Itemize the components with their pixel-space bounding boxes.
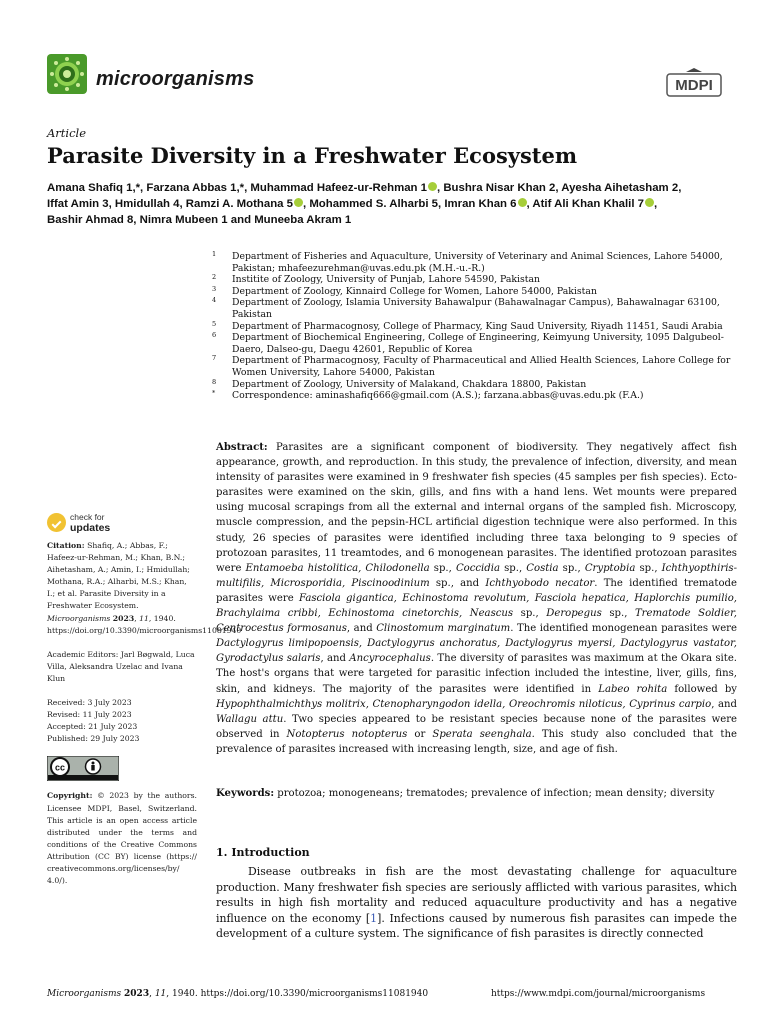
affiliation-text: Correspondence: aminashafiq666@gmail.com (A.S.); farzana.abbas@uvas.edu.pk (F.A.) [232,390,644,402]
footer-citation: Microorganisms 2023, 11, 1940. https://doi.org/10.3390/microorganisms11081940 [47,989,429,999]
abstract-text: sp., [500,562,527,574]
date-published: Published: 29 July 2023 [47,734,140,744]
keywords-text: protozoa; monogeneans; trematodes; prevalence of infection; mean density; diversity [274,788,715,799]
affiliation-text: Department of Zoology, Islamia University Bahawalpur (Bahawalnagar Campus), Bahawalnagar 63100, Pakistan [232,297,720,320]
correspondence [212,390,732,402]
species-name: Cryptobia [584,562,636,574]
footer-doi[interactable]: , 1940. https://doi.org/10.3390/microorganisms11081940 [166,989,429,999]
abstract-text: sp., [558,562,585,574]
intro-text: ]. Infections caused by numerous fish parasites can impede the development of a culture system. The significance of fish parasites is directly connected [216,911,737,940]
abstract-text: . The diversity of parasites was maximum at the Okara site. The host's organs that were targeted for parasitic infection included the intestine, liver, gills, fins, skin, and kidneys. The majority of the parasites were identified in [216,653,737,695]
affiliation-list [212,251,732,402]
check-for-updates-badge[interactable] [47,511,137,539]
citation-volume: 11 [139,613,149,623]
article-title: Parasite Diversity in a Freshwater Ecosystem [47,143,578,168]
affiliation-number: * [212,389,216,398]
academic-editors: Academic Editors: Jarl Bøgwald, Luca Villa, Aleksandra Uzelac and Ivana Klun [47,649,195,683]
species-name: Trematode Soldier, Centrocestus formosanus [216,608,737,635]
affiliation-item [212,321,732,333]
species-name: Entamoeba histolitica, Chilodonella [245,562,430,574]
date-revised: Revised: 11 July 2023 [47,710,132,720]
affiliation-number: 7 [212,354,217,363]
species-name: Coccidia [455,562,500,574]
footer-volume: 11 [154,989,167,999]
abstract-label: Abstract: [216,442,268,453]
species-name: Wallagu attu [216,713,284,725]
authors-line2b: , Mohammed S. Alharbi 5, Imran Khan 6 [302,198,517,210]
affiliation-text: Department of Pharmacognosy, College of Pharmacy, King Saud University, Riyadh 11451, Saudi Arabia [232,320,723,332]
affiliation-number: 8 [212,377,217,386]
species-name: Dactylogyrus limipopoensis, Dactylogyrus anchoratus, Dactylogyrus myersi, Dactylogyrus vastator, Gyrodactylus salaris [216,638,737,665]
abstract-text: , and [320,653,350,665]
affiliation-item [212,379,732,391]
abstract-text: Parasites are a significant component of biodiversity. They negatively affect fish appearance, growth, and reproduction. In this study, the prevalence of infection, diversity, and mean intensity of parasites were examined in 9 freshwater fish species (45 samples per fish species). Ecto-parasites were examined on the skin, gills, and fins with a hand lens. Wet mounts were prepared using mucosal scrapings from all the external and internal organs of the sampled fish. Microscopy, muscle compression, and the pepsin-HCL artificial digestion technique were also performed. In this study, 26 species of parasites were identified including three taxa belonging to 9 species of protozoan parasites, 11 treamtodes, and 6 monogenean parasites. The identified protozoan parasites were [216,442,737,574]
authors-line2d: , [654,198,658,210]
abstract-text: sp., [513,608,547,620]
citation-journal: Microorganisms [47,613,111,623]
species-name: Ancyrocephalus [349,653,431,665]
affiliation-item [212,274,732,286]
orcid-icon[interactable] [645,198,654,207]
date-received: Received: 3 July 2023 [47,698,132,708]
affiliation-text: Department of Zoology, Kinnaird College for Women, Lahore 54000, Pakistan [232,285,597,297]
introduction-paragraph [216,864,737,942]
affiliation-item [212,297,732,320]
affiliation-item [212,286,732,298]
section-heading: 1. Introduction [216,846,310,859]
species-name: Costia [526,562,559,574]
abstract-text: . The identified monogenean parasites were [510,623,737,635]
author-list [47,180,737,228]
species-name: Fasciola gigantica, Echinostoma revolutum, Fasciola hepatica, Haplorchis pumilio, Brachylaima cribbi, Echinostoma cinetorchis, Neascus [216,592,737,620]
orcid-icon[interactable] [518,198,527,207]
species-name: Clinostomum marginatum [376,623,511,635]
copyright-text: © 2023 by the authors. Licensee MDPI, Basel, Switzerland. This article is an open access article distributed under the terms and conditions of the Creative Commons Attribution (CC BY) license (https:// creativecommons.org/licenses/by/ 4.0/). [47,791,197,886]
affiliation-text: Department of Fisheries and Aquaculture, University of Veterinary and Animal Sciences, Lahore 54000, Pakistan; mhafeezurehman@uvas.edu.pk (M.H.-u.-R.) [232,251,723,274]
svg-text:cc: cc [54,762,66,773]
journal-name[interactable]: microorganisms [96,68,255,90]
species-name: Notopterus notopterus [286,728,408,740]
keywords [216,786,737,801]
species-name: Deropegus [546,608,602,620]
abstract-text: sp., [635,562,662,574]
orcid-icon[interactable] [294,198,303,207]
intro-text: Disease outbreaks in fish are the most devastating challenge for aquaculture production. Many freshwater fish species are seriously afflicted with various parasites, which results in high fish mortality and reduced aquaculture productivity and has a negative influence on the economy [ [216,865,737,925]
microorganisms-logo-icon [47,54,87,94]
mdpi-logo-text: MDPI [675,77,713,94]
affiliation-item [212,251,732,274]
date-accepted: Accepted: 21 July 2023 [47,722,138,732]
species-name: Hypophthalmichthys molitrix, Ctenopharyngodon idella, Oreochromis niloticus, Cyprinus carpio [216,698,712,710]
check-circle-icon [47,513,66,532]
authors-line1b: , Bushra Nisar Khan 2, Ayesha Aihetasham 2, [437,182,682,194]
footer-journal: Microorganisms [47,989,122,999]
abstract-text: . This study also concluded that the prevalence of parasites increased with increasing length, size, and age of fish. [216,728,737,755]
affiliation-text: Department of Pharmacognosy, Faculty of Pharmaceutical and Allied Health Sciences, Lahore College for Women University, Lahore 54000, Pakistan [232,355,731,378]
cc-by-license-icon[interactable] [47,756,119,781]
check-updates-line2: updates [70,522,111,534]
citation-block: Citation: Shafiq, A.; Abbas, F.; Hafeez-ur-Rehman, M.; Khan, B.N.; Aihetasham, A.; Amin, I.; Hmidullah; Mothana, R.A.; Alharbi, M.S.; Khan, I.; et al. Parasite Diversity in a Freshwater Ecosystem. Microorganisms 2023, 11, 1940. https://doi.org/10.3390/microorganisms11081940 [47,541,242,635]
abstract-text: or [407,728,433,740]
abstract-text: followed by [667,683,737,695]
citation-doi[interactable]: , 1940. https://doi.org/10.3390/microorganisms11081940 [47,613,242,635]
affiliation-text: Department of Biochemical Engineering, College of Engineering, Keimyung University, 1095 Dalgubeol-Daero, Dalseo-gu, Daegu 42601, Republic of Korea [232,332,724,355]
citation-label: Citation: [47,541,85,550]
affiliation-number: 6 [212,331,217,340]
check-updates-line1: check for [70,512,105,522]
affiliation-text: Department of Zoology, University of Malakand, Chakdara 18800, Pakistan [232,378,587,390]
abstract-text: sp., and [429,577,486,589]
article-info-sidebar [47,540,242,899]
species-name: Ichthyobodo necator [485,577,595,589]
abstract-text: . Two species appeared to be resistant species because none of the parasites were observed in [216,713,738,740]
authors-line2a: Iffat Amin 3, Hmidullah 4, Ramzi A. Mothana 5 [47,198,293,210]
species-name: Ichthyopthiris-multifilis, Microsporidia, Piscinoodinium [216,562,738,589]
copyright-label: Copyright: [47,791,93,801]
mdpi-logo-icon[interactable] [665,67,723,99]
affiliation-number: 4 [212,296,217,305]
keywords-label: Keywords: [216,788,275,799]
authors-line1: Amana Shafiq 1,*, Farzana Abbas 1,*, Muhammad Hafeez-ur-Rehman 1 [47,182,427,194]
footer-year: 2023 [124,989,150,999]
reference-link[interactable]: 1 [370,911,378,925]
affiliation-text: Institite of Zoology, University of Punjab, Lahore 54590, Pakistan [232,274,541,286]
authors-line3: Bashir Ahmad 8, Nimra Mubeen 1 and Muneeba Akram 1 [47,214,352,226]
abstract-text: . The identified trematode parasites were [216,577,737,604]
copyright-block [47,790,197,887]
orcid-icon[interactable] [428,182,437,191]
species-name: Labeo rohita [598,683,668,695]
citation-text: Shafiq, A.; Abbas, F.; Hafeez-ur-Rehman, M.; Khan, B.N.; Aihetasham, A.; Amin, I.; Hmidullah; Mothana, R.A.; Alharbi, M.S.; Khan, I.; et al. Parasite Diversity in a Freshwater Ecosystem. [47,541,190,611]
abstract-section [216,440,737,757]
affiliation-number: 1 [212,250,217,258]
abstract-text: , and [711,698,737,710]
dates-block [47,697,197,745]
affiliation-number: 3 [212,284,217,293]
abstract-text: , and [346,623,377,635]
article-type: Article [47,126,87,140]
abstract-text: sp., [601,608,635,620]
species-name: Sperata seenghala [432,728,532,740]
footer-journal-url[interactable]: https://www.mdpi.com/journal/microorganisms [491,989,706,999]
authors-line2c: , Atif Ali Khan Khalil 7 [526,198,644,210]
affiliation-item [212,355,732,378]
affiliation-number: 2 [212,273,217,282]
abstract-text: sp., [429,562,456,574]
citation-year: 2023 [112,613,135,623]
affiliation-number: 5 [212,319,217,328]
affiliation-item [212,332,732,355]
